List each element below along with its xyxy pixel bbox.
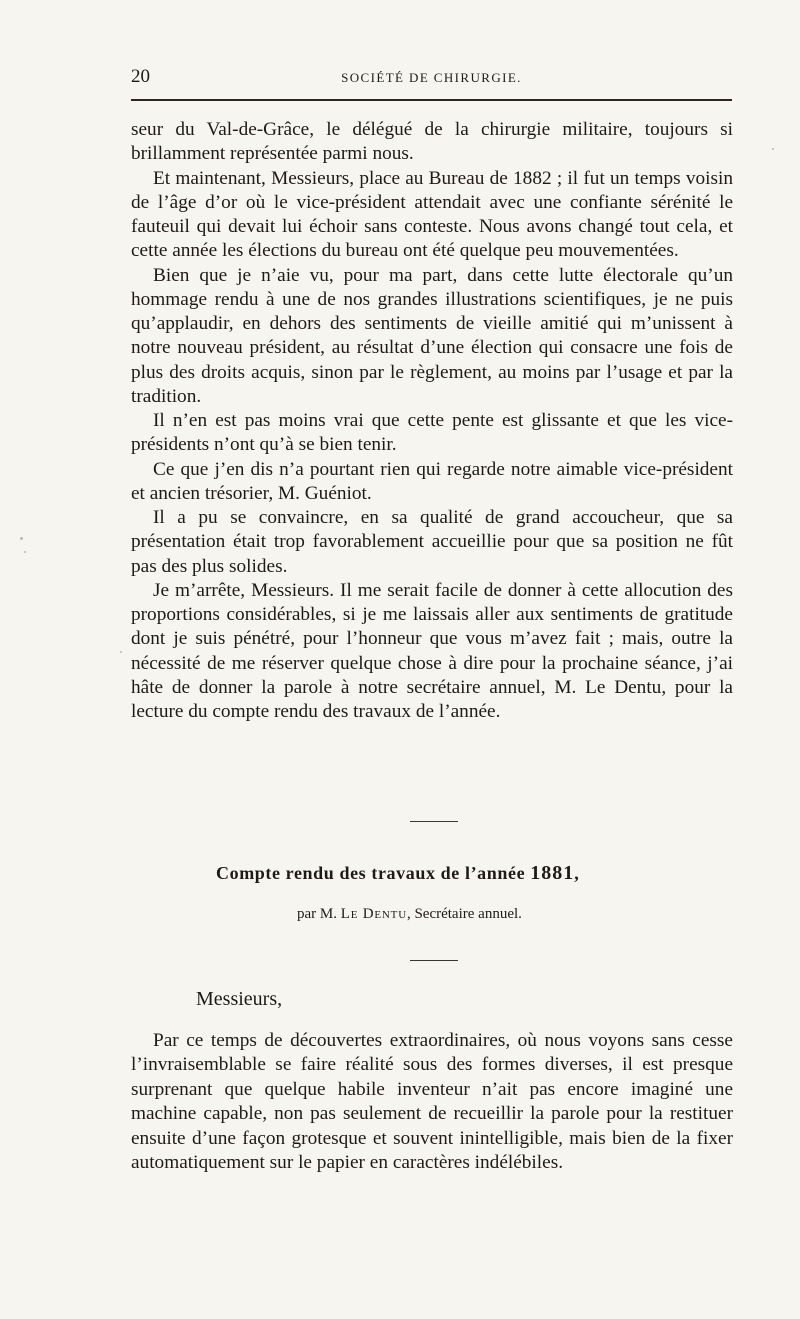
byline	[297, 905, 522, 923]
paragraph: Il n’en est pas moins vrai que cette pente est glissante et que les vice-présidents n’ont qu’à se bien tenir.	[131, 410, 733, 456]
speck	[772, 148, 774, 150]
paragraph: Il a pu se convaincre, en sa qualité de grand accoucheur, que sa présentation était trop favorablement accueillie pour que sa position ne fût pas des plus solides.	[131, 507, 733, 577]
section-separator-top	[410, 821, 458, 822]
paragraph: Bien que je n’aie vu, pour ma part, dans cette lutte électorale qu’un hommage rendu à une de nos grandes illustrations scientifiques, je ne puis qu’applaudir, en dehors des sentiments de vieille amitié qui m’unissent à notre nouveau président, au résultat d’une élection qui consacre une fois de plus des droits acquis, sinon par le règlement, au moins par l’usage et par la tradition.	[131, 264, 733, 407]
paragraph: Par ce temps de découvertes extraordinaires, où nous voyons sans cesse l’invraisemblable se faire réalité sous des formes diverses, il est presque surprenant que quelque habile inventeur n’ait pas encore imaginé une machine capable, non pas seulement de recueillir la parole pour la restituer ensuite d’une façon grotesque et souvent inintelligible, mais bien de la fixer automatiquement sur le papier en caractères indélébiles.	[131, 1030, 733, 1174]
paragraph: seur du Val-de-Grâce, le délégué de la chirurgie militaire, toujours si brillamment représentée parmi nous.	[131, 119, 733, 165]
speck	[120, 651, 122, 653]
page-number: 20	[131, 66, 150, 87]
byline-author: Le Dentu	[340, 906, 407, 922]
section-title-text: Compte rendu des travaux de l’année	[216, 863, 526, 883]
speck	[20, 537, 23, 540]
paragraph: Ce que j’en dis n’a pourtant rien qui regarde notre aimable vice-président et ancien trésorier, M. Guéniot.	[131, 458, 733, 504]
section-title-year: 1881	[530, 862, 575, 884]
closing-text	[131, 1029, 733, 1175]
paragraph: Et maintenant, Messieurs, place au Bureau de 1882 ; il fut un temps voisin de l’âge d’or où le vice-président attendait avec une confiante sérénité le fauteuil qui devait lui échoir sans conteste. Nous avons changé tout cela, et cette année les élections du bureau ont été quelque peu mouvementées.	[131, 167, 733, 262]
running-title: SOCIÉTÉ DE CHIRURGIE.	[341, 70, 522, 85]
section-title	[216, 862, 579, 884]
header-rule	[131, 99, 732, 101]
byline-role: , Secrétaire annuel.	[406, 906, 522, 922]
salutation: Messieurs,	[196, 988, 283, 1010]
body-text	[131, 118, 733, 724]
byline-prefix: par M.	[297, 906, 341, 922]
speck	[24, 551, 26, 553]
section-title-end: ,	[574, 863, 580, 883]
running-head	[131, 66, 732, 90]
section-separator-bottom	[410, 960, 458, 961]
paragraph: Je m’arrête, Messieurs. Il me serait facile de donner à cette allocution des proportions considérables, si je me laissais aller aux sentiments de gratitude dont je suis pénétré, pour l’honneur que vous m’avez fait ; mais, outre la nécessité de me réserver quelque chose à dire pour la prochaine séance, j’ai hâte de donner la parole à notre secrétaire annuel, M. Le Dentu, pour la lecture du compte rendu des travaux de l’année.	[131, 579, 733, 722]
